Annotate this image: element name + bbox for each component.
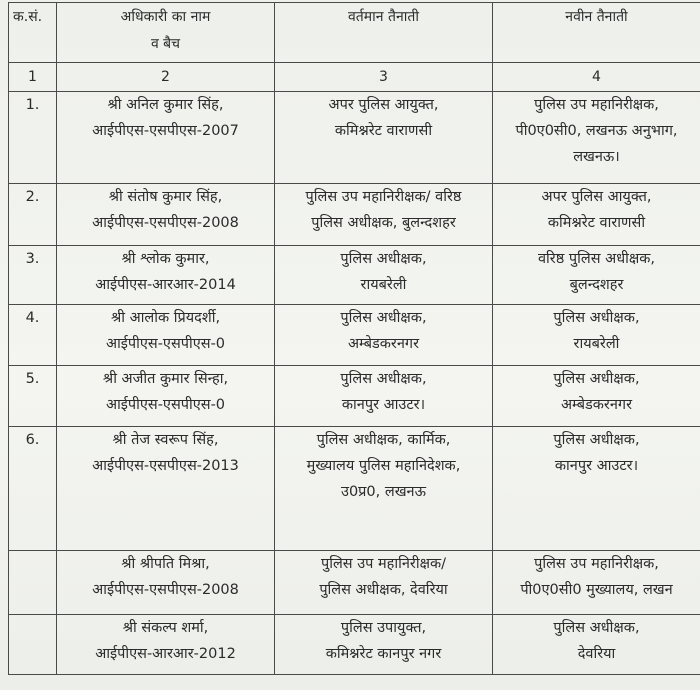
new-posting-cell: [493, 246, 700, 305]
page-bottom-edge: [0, 690, 700, 700]
serial-number: 5.: [9, 366, 57, 427]
new-posting-cell: [493, 551, 700, 615]
serial-number: 6.: [9, 427, 57, 551]
current-posting-line: पुलिस उप महानिरीक्षक/ वरिष्ठ: [305, 189, 462, 205]
officer-name: श्री तेज स्वरूप सिंह,: [112, 432, 219, 448]
current-posting-line: पुलिस अधीक्षक,: [340, 251, 427, 267]
new-posting-line: लखनऊ।: [573, 149, 620, 165]
current-posting-line: कमिश्नरेट कानपुर नगर: [325, 646, 442, 662]
new-posting-cell: [493, 427, 700, 551]
new-posting-line: कानपुर आउटर।: [554, 458, 639, 474]
current-posting-cell: [275, 615, 493, 675]
serial-number: [9, 551, 57, 615]
table-row: [9, 92, 700, 184]
new-posting-line: पी0ए0सी0, लखनऊ अनुभाग,: [515, 123, 678, 139]
new-posting-line: अम्बेडकरनगर: [560, 397, 633, 413]
officer-header-line1: अधिकारी का नाम: [120, 9, 211, 25]
officer-name: श्री आलोक प्रियदर्शी,: [110, 310, 221, 326]
serial-number: [9, 615, 57, 675]
current-posting-cell: [275, 366, 493, 427]
current-posting-cell: [275, 305, 493, 366]
header-row: [9, 3, 700, 63]
current-posting-line: पुलिस अधीक्षक, देवरिया: [319, 582, 448, 598]
new-posting-line: कमिश्नरेट वाराणसी: [547, 215, 646, 231]
table-row: [9, 551, 700, 615]
officer-name: श्री संतोष कुमार सिंह,: [108, 189, 223, 205]
officer-name: श्री श्लोक कुमार,: [121, 251, 210, 267]
officer-name: श्री अजीत कुमार सिन्हा,: [102, 371, 229, 387]
current-posting-cell: [275, 246, 493, 305]
new-posting-line: रायबरेली: [573, 336, 620, 352]
serial-number: 1.: [9, 92, 57, 184]
current-posting-cell: [275, 427, 493, 551]
officer-name-cell: [57, 427, 275, 551]
officer-batch: आईपीएस-आरआर-2012: [95, 646, 236, 662]
current-posting-line: उ0प्र0, लखनऊ: [341, 484, 426, 500]
officer-name-cell: [57, 615, 275, 675]
new-posting-cell: [493, 305, 700, 366]
current-posting-line: कानपुर आउटर।: [341, 397, 426, 413]
officer-header-line2: व बैच: [150, 36, 181, 52]
new-posting-line: पुलिस अधीक्षक,: [553, 310, 640, 326]
new-posting-line: पुलिस अधीक्षक,: [553, 432, 640, 448]
column-number: 1: [9, 63, 57, 92]
new-posting-line: पुलिस उप महानिरीक्षक,: [534, 97, 659, 113]
new-posting-cell: [493, 92, 700, 184]
serial-number: 4.: [9, 305, 57, 366]
current-posting-line: पुलिस उपायुक्त,: [340, 620, 427, 636]
table-row: [9, 184, 700, 246]
current-posting-line: पुलिस अधीक्षक,: [340, 371, 427, 387]
new-posting-line: पी0ए0सी0 मुख्यालय, लखन: [520, 582, 673, 598]
officer-name: श्री श्रीपति मिश्रा,: [121, 556, 210, 572]
serial-header: क.सं.: [9, 3, 57, 63]
current-posting-header: वर्तमान तैनाती: [275, 3, 493, 63]
new-posting-header: नवीन तैनाती: [493, 3, 700, 63]
table-row: [9, 366, 700, 427]
column-number: 3: [275, 63, 493, 92]
officer-name: श्री संकल्प शर्मा,: [122, 620, 209, 636]
officer-name-cell: [57, 184, 275, 246]
transfer-table: [8, 2, 700, 675]
column-number-row: [9, 63, 700, 92]
new-posting-cell: [493, 366, 700, 427]
officer-batch: आईपीएस-एसपीएस-2013: [92, 458, 239, 474]
column-number: 4: [493, 63, 700, 92]
new-posting-line: बुलन्दशहर: [569, 277, 624, 293]
officer-name-cell: [57, 246, 275, 305]
current-posting-line: पुलिस अधीक्षक, बुलन्दशहर: [311, 215, 456, 231]
new-posting-line: पुलिस उप महानिरीक्षक,: [534, 556, 659, 572]
officer-name-cell: [57, 305, 275, 366]
new-posting-line: पुलिस अधीक्षक,: [553, 620, 640, 636]
serial-number: 2.: [9, 184, 57, 246]
current-posting-line: पुलिस अधीक्षक,: [340, 310, 427, 326]
officer-batch: आईपीएस-आरआर-2014: [95, 277, 236, 293]
current-posting-line: पुलिस अधीक्षक, कार्मिक,: [316, 432, 451, 448]
officer-batch: आईपीएस-एसपीएस-2008: [92, 215, 239, 231]
serial-number: 3.: [9, 246, 57, 305]
officer-name-cell: [57, 366, 275, 427]
current-posting-cell: [275, 184, 493, 246]
new-posting-line: अपर पुलिस आयुक्त,: [541, 189, 652, 205]
new-posting-line: वरिष्ठ पुलिस अधीक्षक,: [537, 251, 656, 267]
officer-name-cell: [57, 551, 275, 615]
officer-batch: आईपीएस-एसपीएस-0: [105, 336, 226, 352]
current-posting-cell: [275, 551, 493, 615]
current-posting-line: मुख्यालय पुलिस महानिदेशक,: [306, 458, 461, 474]
current-posting-line: अम्बेडकरनगर: [347, 336, 420, 352]
new-posting-cell: [493, 184, 700, 246]
current-posting-line: रायबरेली: [360, 277, 407, 293]
officer-batch: आईपीएस-एसपीएस-0: [105, 397, 226, 413]
current-posting-cell: [275, 92, 493, 184]
table-row: [9, 615, 700, 675]
table-row: [9, 246, 700, 305]
new-posting-cell: [493, 615, 700, 675]
officer-batch: आईपीएस-एसपीएस-2008: [92, 582, 239, 598]
new-posting-line: पुलिस अधीक्षक,: [553, 371, 640, 387]
current-posting-line: कमिश्नरेट वाराणसी: [334, 123, 433, 139]
new-posting-line: देवरिया: [577, 646, 616, 662]
current-posting-line: पुलिस उप महानिरीक्षक/: [320, 556, 447, 572]
officer-name-cell: [57, 92, 275, 184]
table-row: [9, 305, 700, 366]
officer-header: [57, 3, 275, 63]
column-number: 2: [57, 63, 275, 92]
current-posting-line: अपर पुलिस आयुक्त,: [328, 97, 439, 113]
officer-batch: आईपीएस-एसपीएस-2007: [92, 123, 239, 139]
table-row: [9, 427, 700, 551]
officer-name: श्री अनिल कुमार सिंह,: [107, 97, 224, 113]
